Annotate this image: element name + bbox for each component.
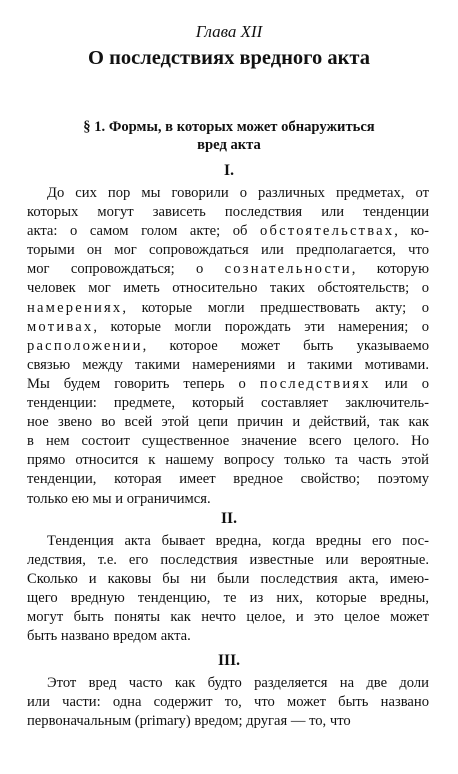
text-line: могут быть поняты как нечто целое, и это целое может — [27, 609, 429, 626]
text-line: расположении, которое может быть указываемо — [27, 337, 429, 354]
paragraph — [27, 532, 429, 647]
section-heading-line: вред акта — [197, 137, 261, 153]
text-line: тенденции: предмете, который составляет заключитель- — [27, 395, 429, 412]
text-line: Мы будем говорить теперь о последствиях или о — [27, 375, 429, 392]
text-line: тенденции, которая имеет вредное свойство; поэтому — [27, 471, 429, 488]
spaced-emphasis: обстоятельствах — [260, 223, 395, 240]
text-line: первоначальным (primary) вредом; другая — то, что — [27, 713, 351, 730]
text-line: или части: одна содержит то, что может быть названо — [27, 694, 429, 711]
text-line: намерениях, которые могли предшествовать акту; о — [27, 299, 429, 316]
text-line: только ею мы и ограничимся. — [27, 490, 211, 507]
text-line: торыми он мог сопровождаться или предполагается, что — [27, 242, 429, 259]
spaced-emphasis: сознательности — [224, 261, 352, 278]
section-heading-line: § 1. Формы, в которых может обнаружиться — [83, 119, 375, 135]
section-heading — [56, 118, 402, 154]
text-line: в нем состоит существенное значение всего целого. Но — [27, 433, 429, 450]
paragraph — [27, 674, 429, 731]
text-line: быть названо вредом акта. — [27, 628, 191, 645]
spaced-emphasis: последствиях — [259, 375, 371, 392]
part-numeral: II. — [221, 510, 237, 527]
text-line: щего вредную тенденцию, те из них, которые вредны, — [27, 590, 429, 607]
text-line: Этот вред часто как будто разделяется на две доли — [47, 675, 429, 691]
part-numeral: III. — [218, 652, 240, 669]
text-line: прямо относится к нашему вопросу только та часть этой — [27, 452, 429, 469]
text-line: ное звено во всей этой цепи причин и действий, так как — [27, 414, 429, 431]
spaced-emphasis: мотивах — [27, 318, 94, 335]
text-line: связью между такими намерениями и такими мотивами. — [27, 356, 429, 373]
spaced-emphasis: намерениях — [27, 299, 123, 316]
spaced-emphasis: расположении — [27, 337, 143, 354]
text-line: человек мог иметь относительно таких обстоятельств; о — [27, 280, 429, 297]
chapter-label: Глава XII — [195, 22, 263, 41]
text-line: Сколько и каковы бы ни были последствия акта, имею- — [27, 571, 429, 588]
paragraph — [27, 184, 429, 509]
text-line: мог сопровождаться; о сознательности, которую — [27, 261, 429, 278]
text-line: Тенденция акта бывает вредна, когда вредны его пос- — [47, 533, 429, 549]
chapter-title: О последствиях вредного акта — [88, 47, 370, 69]
part-numeral: I. — [224, 162, 234, 179]
text-line: акта: о самом голом акте; об обстоятельствах, ко- — [27, 223, 429, 240]
text-line: мотивах, которые могли порождать эти намерения; о — [27, 318, 429, 335]
text-line: которых могут зависеть последствия или тенденции — [27, 204, 429, 221]
text-line: ледствия, т.е. его последствия известные или вероятные. — [27, 552, 429, 569]
text-line: До сих пор мы говорили о различных предметах, от — [47, 185, 429, 201]
